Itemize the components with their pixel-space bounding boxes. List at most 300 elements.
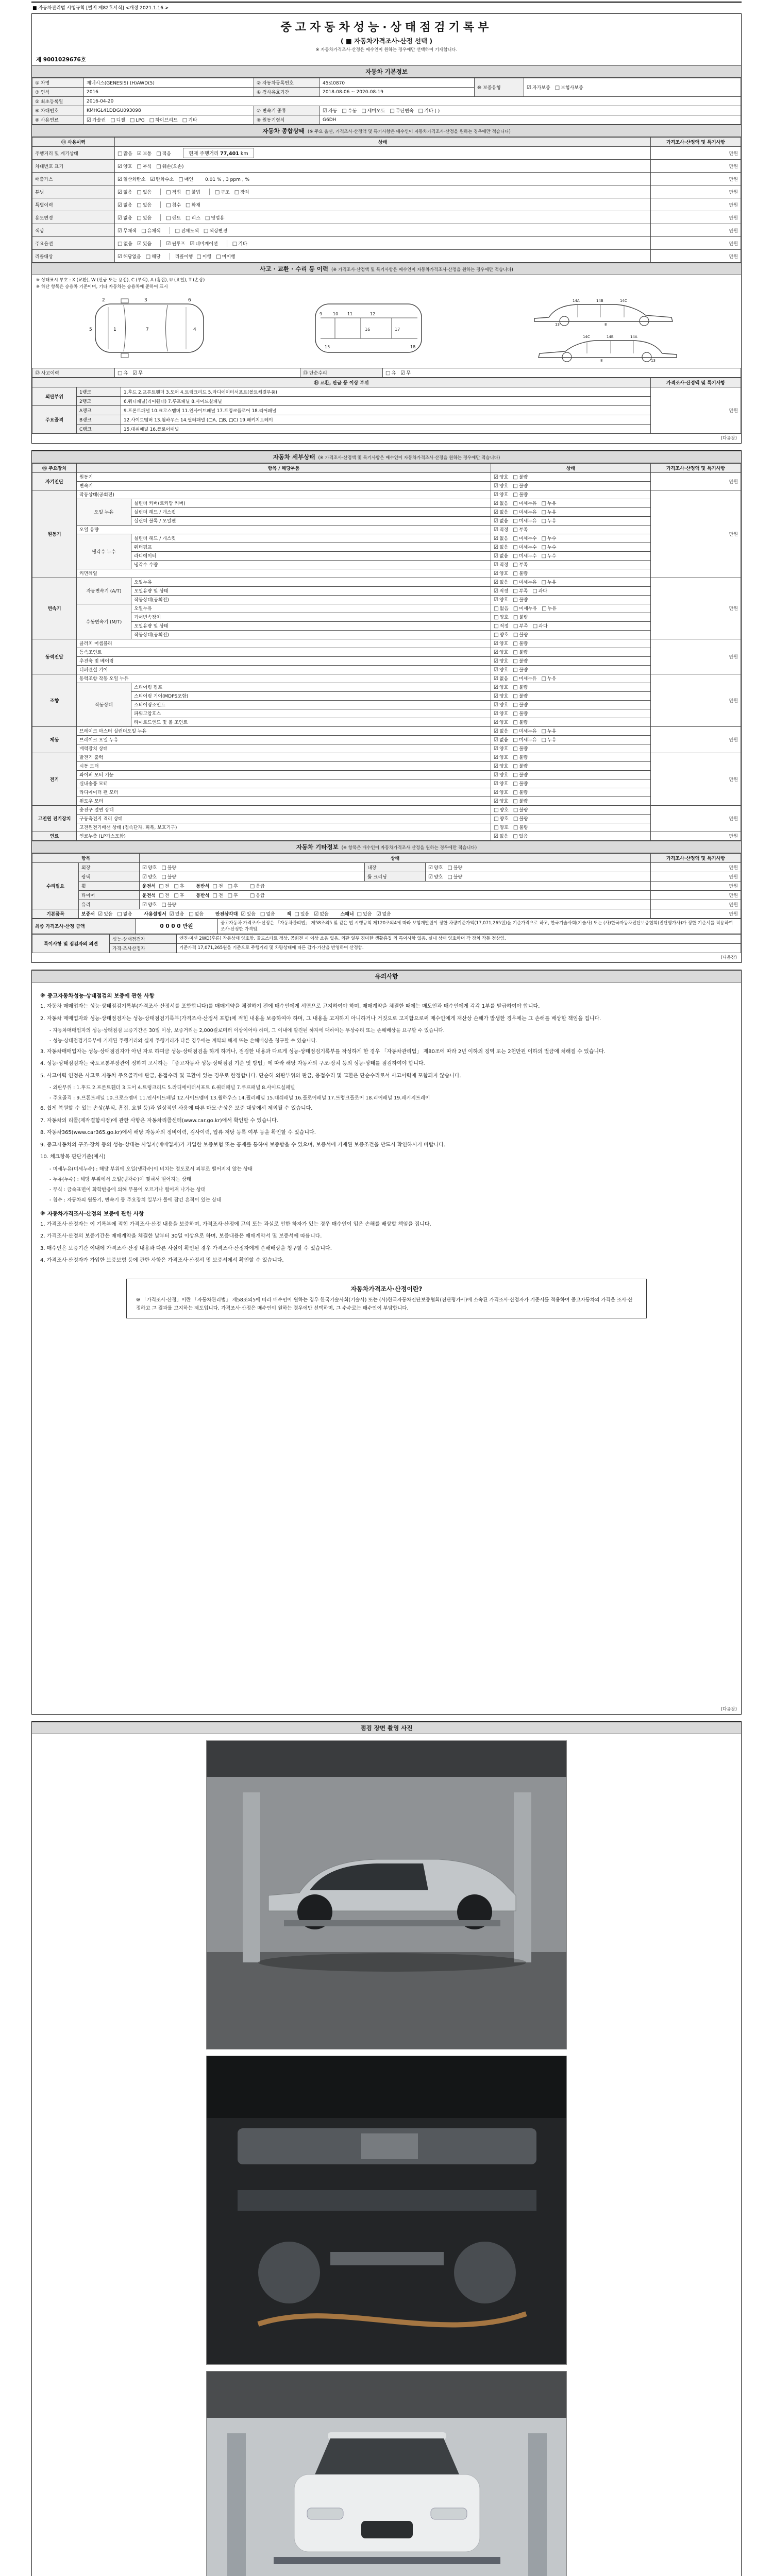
accident-history-options [115,368,300,377]
checkbox-option-label: 불량 [519,615,528,620]
detail-device-label: 동력전달 [32,639,77,674]
checkbox-icon: ☑ [494,562,498,568]
summary-item-state [115,160,651,173]
checkbox-option [159,883,169,889]
checkbox-icon: ☑ [137,151,142,157]
detail-item-label: 냉각수 수량 [131,560,491,569]
checkbox-icon: □ [494,816,499,822]
checkbox-option-label: 불량 [518,475,528,480]
checkbox-option-label: 없음 [499,729,509,734]
accident-title: 사고 · 교환 · 수리 등 이력 [260,265,328,273]
notice-item: 3. 매수인은 보증기간 이내에 가격조사·산정 내용과 다른 사실이 확인된 경우 가격조사·산정자에게 손해배상을 청구할 수 있습니다. [40,1245,332,1251]
price-column-header: 가격조사·산정액 및 특기사항 [651,138,741,147]
other-title-note: (※ 항목은 매수인이 자동차가격조사·산정을 원하는 경우에만 적습니다) [341,845,477,851]
detail-row [32,648,741,656]
checkbox-option-label: 수동 [347,109,357,114]
checkbox-icon: □ [212,883,217,889]
checkbox-option [137,163,152,170]
document-number: 제 9001029676호 [36,57,87,63]
svg-text:17: 17 [394,327,400,332]
checkbox-option-label: 후 [233,884,238,889]
summary-row [32,160,741,173]
checkbox-icon: □ [186,202,191,208]
fuel-type-label: ⑧ 사용연료 [32,115,84,125]
checkbox-option-label: 전 [218,884,223,889]
basic-info-title-bar [32,65,741,78]
wheel-position-label: 운전석 [142,884,156,889]
detail-item-label: 실린더 헤드 / 개스킷 [131,534,491,543]
checkbox-option-label: 미세누수 [518,536,537,541]
checkbox-option [137,150,152,157]
checkbox-option-label: 후 [179,893,184,899]
checkbox-option-label: 누유 [547,510,557,515]
wheel-position-group [196,892,242,899]
checkbox-option [186,189,200,195]
checkbox-option [137,214,152,221]
detail-item-state [491,578,651,586]
checkbox-icon: □ [513,799,518,804]
rank-items: 12.사이드멤버 13.휠하우스 14.필러패널 (□A, □B, □C) 19.패키지트레이 [121,415,651,424]
summary-item-label: 배출가스 [32,173,115,185]
checkbox-option-label: 불량 [167,865,177,871]
checkbox-option-label: 양호 [499,475,509,480]
checkbox-option [156,163,183,170]
checkbox-icon: ☑ [494,781,498,787]
checkbox-icon: □ [513,597,518,603]
svg-text:6: 6 [188,297,192,303]
checkbox-icon: □ [216,253,221,260]
checkbox-icon: □ [542,606,547,612]
photos-title: 점검 장면 촬영 사진 [360,1724,413,1732]
checkbox-icon: □ [361,108,366,114]
checkbox-icon: ☑ [494,720,498,725]
checkbox-icon: ☑ [494,597,498,603]
notices-title-bar [32,970,741,982]
checkbox-option-label: 적법 [172,190,181,195]
infobox-title: 자동차가격조사·산정이란? [350,1285,423,1293]
checkbox-option [117,176,145,182]
checkbox-option [294,910,309,917]
detail-item-state [491,534,651,543]
checkbox-option-label: 양호 [499,720,509,725]
checkbox-option [494,544,508,550]
svg-text:13: 13 [650,358,656,363]
checkbox-option-label: 네비게이션 [195,241,218,247]
checkbox-icon: □ [166,202,171,208]
checkbox-icon: ☑ [169,911,174,917]
checkbox-option [494,640,508,647]
checkbox-option-label: 없음 [123,190,132,195]
checkbox-option [494,605,509,612]
checkbox-icon: ☑ [494,518,498,524]
checkbox-option [494,727,508,734]
model-year-label: ③ 연식 [32,88,84,97]
checkbox-option [141,227,161,234]
state-column-header: 상태 [491,463,651,472]
checkbox-option [513,544,536,550]
document-title: 중고자동차성능·상태점검기록부 [280,21,493,34]
checkbox-icon: □ [182,117,188,123]
detail-group-price: 만원 [651,578,741,639]
checkbox-option-label: 보통 [142,151,152,157]
checkbox-option-label: 없음 [499,554,509,559]
checkbox-option-label: 적정 [499,563,509,568]
checkbox-icon: □ [357,911,362,917]
checkbox-option-label: 일산화탄소 [123,177,146,182]
checkbox-option-label: 누유 [547,580,557,585]
checkbox-icon: □ [249,892,255,899]
rank-row [32,415,741,424]
checkbox-icon: □ [513,483,518,489]
option-group-label: 리콜이행 [175,254,193,260]
checkbox-icon: ☑ [494,588,498,594]
option-group [209,189,254,195]
checkbox-icon: □ [137,215,142,221]
checkbox-option-label: 미세누수 [518,545,537,550]
checkbox-option [390,107,413,114]
table-header-row [32,378,741,387]
inspector-opinion-table [32,934,741,953]
detail-device-label: 전기 [32,753,77,805]
checkbox-icon: □ [513,737,518,743]
checkbox-icon: ☑ [494,474,498,480]
table-row [32,935,741,944]
checkbox-option-label: 양호 [499,633,509,638]
detail-row [32,735,741,744]
checkbox-icon: □ [513,510,518,515]
detail-item-label: 타이로드엔드 및 볼 조인트 [131,718,491,726]
detail-row [32,753,741,761]
checkbox-icon: ☑ [494,641,498,647]
registration-number-value: 45로0870 [320,78,475,88]
checkbox-icon: □ [494,615,499,620]
rank-items: 9.프론트패널 10.크로스멤버 11.인사이드패널 17.트렁크플로어 18.리어패널 [121,405,651,415]
checkbox-icon: □ [494,807,499,813]
checkbox-option [228,892,238,899]
checkbox-option-label: 불량 [518,571,528,577]
checkbox-option-label: 없음 [123,241,132,247]
checkbox-option [494,622,509,629]
next-page-note: (다음장) [720,955,737,961]
first-registration-value: 2016-04-20 [84,97,741,106]
checkbox-option-label: 유 [391,370,396,376]
checkbox-option [513,605,537,612]
summary-item-price: 만원 [651,211,741,224]
checkbox-option-label: 양호 [499,668,509,673]
detail-item-label: 스티어링 펌프 [131,683,491,691]
checkbox-option [513,552,536,559]
checkbox-option [215,189,230,195]
checkbox-option-label: 양호 [499,825,509,831]
checkbox-option-label: 무 [406,370,411,376]
checkbox-option [174,883,184,889]
checkbox-option [117,214,132,221]
photo-underbody-scene-diagram [207,2056,567,2365]
checkbox-icon: □ [513,693,518,699]
notice-item: 4. 성능·상태점검자는 국토교통부장관이 정하여 고시하는 「중고자동차 성능·상태점검 기준 및 방법」에 따라 해당 자동차의 구조·장치 등의 성능·상태를 점검하여야 합니다. [40,1061,425,1066]
detail-device-label: 원동기 [32,490,77,578]
checkbox-option-label: 있음 [142,241,152,247]
checkbox-option-label: 양호 [499,685,509,690]
checkbox-icon: ☑ [494,685,498,690]
checkbox-icon: □ [156,163,161,170]
summary-table [32,137,741,263]
checkbox-icon: ☑ [132,370,138,376]
checkbox-option-label: 없음 [499,676,509,682]
detail-item-state [491,516,651,525]
other-row [32,872,741,881]
checkbox-option [494,833,508,839]
detail-row [32,613,741,621]
checkbox-option [513,631,528,638]
checkbox-icon: □ [214,189,220,195]
summary-item-label: 색상 [32,224,115,237]
checkbox-option [178,176,193,182]
checkbox-option-label: 부식 [142,164,152,170]
checkbox-option [146,253,161,260]
detail-row [32,490,741,499]
summary-item-price: 만원 [651,185,741,198]
checkbox-icon: ☑ [494,764,498,769]
detail-item-label: 와이퍼 모터 기능 [77,770,491,779]
checkbox-icon: □ [418,108,424,114]
checkbox-option-label: 보험사보증 [561,86,583,91]
svg-text:5: 5 [89,327,93,332]
checkbox-option-label: 장치 [240,190,249,195]
checkbox-option-label: 많음 [123,151,132,157]
checkbox-icon: □ [494,606,499,612]
notice-item: 9. 중고자동차의 구조·장치 등의 성능·상태는 사업자(매매업자)가 가입한 보증보험 또는 공제를 통하여 보증받을 수 있으며, 보증서에 기재된 보증조건을 반드시 확인하시기 바랍니다. [40,1142,445,1148]
detail-title: 자동차 세부상태 [273,453,315,461]
detail-title-bar [32,451,741,463]
detail-row [32,805,741,814]
checkbox-option-label: 양호 [147,902,157,908]
detail-row [32,595,741,604]
checkbox-option [250,892,265,899]
checkbox-option-label: 불량 [518,720,528,725]
summary-item-price: 만원 [651,250,741,263]
other-item-state [79,909,651,918]
checkbox-option-label: 불량 [518,755,528,760]
appraiser-label: 가격·조사산정자 [110,944,177,953]
checkbox-icon: ☑ [494,790,498,795]
checkbox-option-label: 하이브리드 [155,118,178,123]
rank-items: 6.쿼터패널(리어휀더) 7.루프패널 8.사이드실패널 [121,396,651,405]
rank-items: 15.대쉬패널 16.플로어패널 [121,424,651,433]
svg-text:8: 8 [600,358,603,363]
checkbox-icon: ☑ [428,874,433,880]
checkbox-option [494,762,508,769]
section-detail-state [31,450,742,963]
checkbox-option-label: 탄화수소 [156,177,174,182]
detail-item-label: 브레이크 오일 누유 [77,735,491,744]
checkbox-option-label: 불량 [167,902,177,908]
svg-text:14C: 14C [619,298,627,303]
checkbox-icon: □ [137,202,142,208]
checkbox-icon: □ [137,189,142,195]
inspection-period-label: ④ 검사유효기간 [254,88,320,97]
checkbox-option-label: 전 [164,893,170,899]
checkbox-option-label: 양호 [499,755,509,760]
checkbox-icon: □ [513,816,518,822]
checkbox-option [137,240,152,247]
checkbox-option-label: 불량 [518,764,528,769]
checkbox-option [161,901,176,908]
checkbox-option [87,116,106,123]
checkbox-option-label: 불량 [453,874,463,880]
checkbox-option-label: 양호 [499,747,509,752]
checkbox-icon: □ [513,755,518,760]
other-item-label: 룸 크리닝 [365,872,426,881]
checkbox-option [189,910,204,917]
checkbox-icon: □ [175,228,180,234]
other-item-state [140,890,651,900]
final-price-value [136,919,218,934]
detail-row [32,788,741,796]
checkbox-option-label: 세미오토 [367,109,385,114]
car-underbody-diagram [304,295,433,363]
table-header-row [32,138,741,147]
detail-item-label: 작동상태(공회전) [131,595,491,604]
checkbox-option-label: 부족 [518,563,528,568]
checkbox-option [513,640,528,647]
checkbox-icon: ☑ [142,902,147,908]
checkbox-icon: ☑ [323,108,327,114]
detail-device-label: 연료 [32,832,77,840]
checkbox-option [513,754,528,760]
notices-container [32,982,741,1705]
summary-item-price: 만원 [651,237,741,250]
summary-item-label: 리콜대상 [32,250,115,263]
checkbox-icon: □ [513,623,518,629]
final-price-label: 최종 가격조사·산정 금액 [32,919,136,934]
table-row [32,919,741,934]
other-item-price: 만원 [651,890,741,900]
checkbox-option [555,84,583,91]
svg-text:18: 18 [410,344,416,349]
checkbox-icon: □ [260,911,265,917]
engine-type-label: ⑨ 원동기형식 [254,115,320,125]
summary-item-label: 튜닝 [32,185,115,198]
wheel-position-group [196,883,242,889]
checkbox-option [494,684,508,690]
checkbox-option-label: 기타 [238,241,247,247]
checkbox-icon: ☑ [494,492,498,498]
detail-item-state [491,674,651,683]
checkbox-icon: □ [129,117,135,123]
detail-group-price: 만원 [651,753,741,805]
checkbox-icon: ☑ [527,85,531,91]
checkbox-option [159,892,169,899]
summary-row [32,173,741,185]
notice-subitem: - 성능·상태점검기록부에 기재된 주행거리와 실제 주행거리가 다른 경우에는 계약의 해제 또는 손해배상을 청구할 수 있습니다. [49,1038,317,1044]
other-item-label: 외장 [79,862,140,872]
detail-item-state [491,718,651,726]
checkbox-icon: □ [513,606,518,612]
emission-values: 0.01 % , 3 ppm , % [205,177,249,182]
svg-text:14A: 14A [572,298,580,303]
detail-item-label: 커먼레일 [77,569,491,578]
other-row [32,900,741,909]
checkbox-option-label: 불량 [167,874,177,880]
summary-title: 자동차 종합상태 [262,127,305,134]
other-item-state [140,862,365,872]
detail-item-state [491,543,651,551]
checkbox-option-label: 기타 ( ) [424,109,440,114]
warranty-type-options [524,78,741,97]
checkbox-icon: □ [159,892,164,899]
checkbox-option-label: 훼손(오손) [162,164,184,170]
appraiser-opinion-text: 기준가격 17,071,265원을 기준으로 주행거리 및 차량상태에 따른 감가·가산을 반영하여 산정함. [177,944,741,953]
checkbox-option [196,253,211,260]
checkbox-icon: □ [513,728,518,734]
checkbox-icon: ☑ [376,911,381,917]
next-page-note: (다음장) [720,435,737,441]
checkbox-icon: □ [513,518,518,524]
checkbox-option-label: 없음 [499,510,509,515]
infobox-body: ※ 「가격조사·산정」이란 「자동차관리법」 제58조의5에 따라 매수인이 원하는 경우 한국기술사회(기술사) 또는 (사)한국자동차진단보증협회(진단평가사)에 소속된 가격조사·산정자가 기준서를 적용하여 중고자동차의 가격을 조사·산정하고 그 결과를 고지하는 제도입니다. 가격조사·산정은 매수인이 원하는 경우에만 선택하며, 그 수수료는 매수인이 부담합니다. [136,1297,633,1311]
other-group-label: 기본품목 [32,909,79,918]
detail-group-price: 만원 [651,726,741,753]
checkbox-icon: □ [513,536,518,541]
checkbox-option [132,369,143,376]
checkbox-option [542,727,557,734]
checkbox-option [513,622,528,629]
rank-group-label: 주요골격 [32,405,77,433]
detail-item-state [491,621,651,630]
checkbox-icon: □ [513,790,518,795]
checkbox-option-label: 불량 [518,598,528,603]
other-item-price: 만원 [651,909,741,918]
checkbox-option [542,509,557,515]
checkbox-option [542,675,557,682]
checkbox-option [513,570,528,577]
checkbox-option-label: 후 [179,884,184,889]
first-registration-label: ⑤ 최초등록일 [32,97,84,106]
svg-text:2: 2 [102,297,106,303]
checkbox-option [137,189,152,195]
checkbox-icon: □ [513,641,518,647]
checkbox-option-label: 있음 [175,911,184,917]
checkbox-option-label: 양호 [499,641,509,647]
detail-item-label: 디퍼렌셜 기어 [77,665,491,674]
detail-row [32,499,741,507]
detail-device-label: 고전원 전기장치 [32,805,77,832]
detail-row [32,779,741,788]
checkbox-option [494,561,508,568]
other-title-bar [32,841,741,853]
checkbox-option [166,189,181,195]
detail-row [32,726,741,735]
checkbox-option [513,727,536,734]
summary-item-state [115,250,651,263]
checkbox-icon: □ [513,501,518,506]
checkbox-option [494,491,508,498]
checkbox-option [205,214,225,221]
detail-item-label: 기어변속장치 [131,613,491,621]
checkbox-option-label: 없음 [499,545,509,550]
checkbox-option [513,745,528,752]
detail-row [32,814,741,823]
detail-item-label: 브레이크 마스터 실린더오일 누유 [77,726,491,735]
checkbox-icon: □ [513,711,518,717]
checkbox-option [513,649,528,655]
checkbox-option-label: 무단변속 [395,109,414,114]
checkbox-icon: □ [541,737,547,743]
opinion-title-label: 특이사항 및 점검자의 의견 [32,935,110,953]
checkbox-icon: □ [532,588,537,594]
detail-item-state [491,586,651,595]
